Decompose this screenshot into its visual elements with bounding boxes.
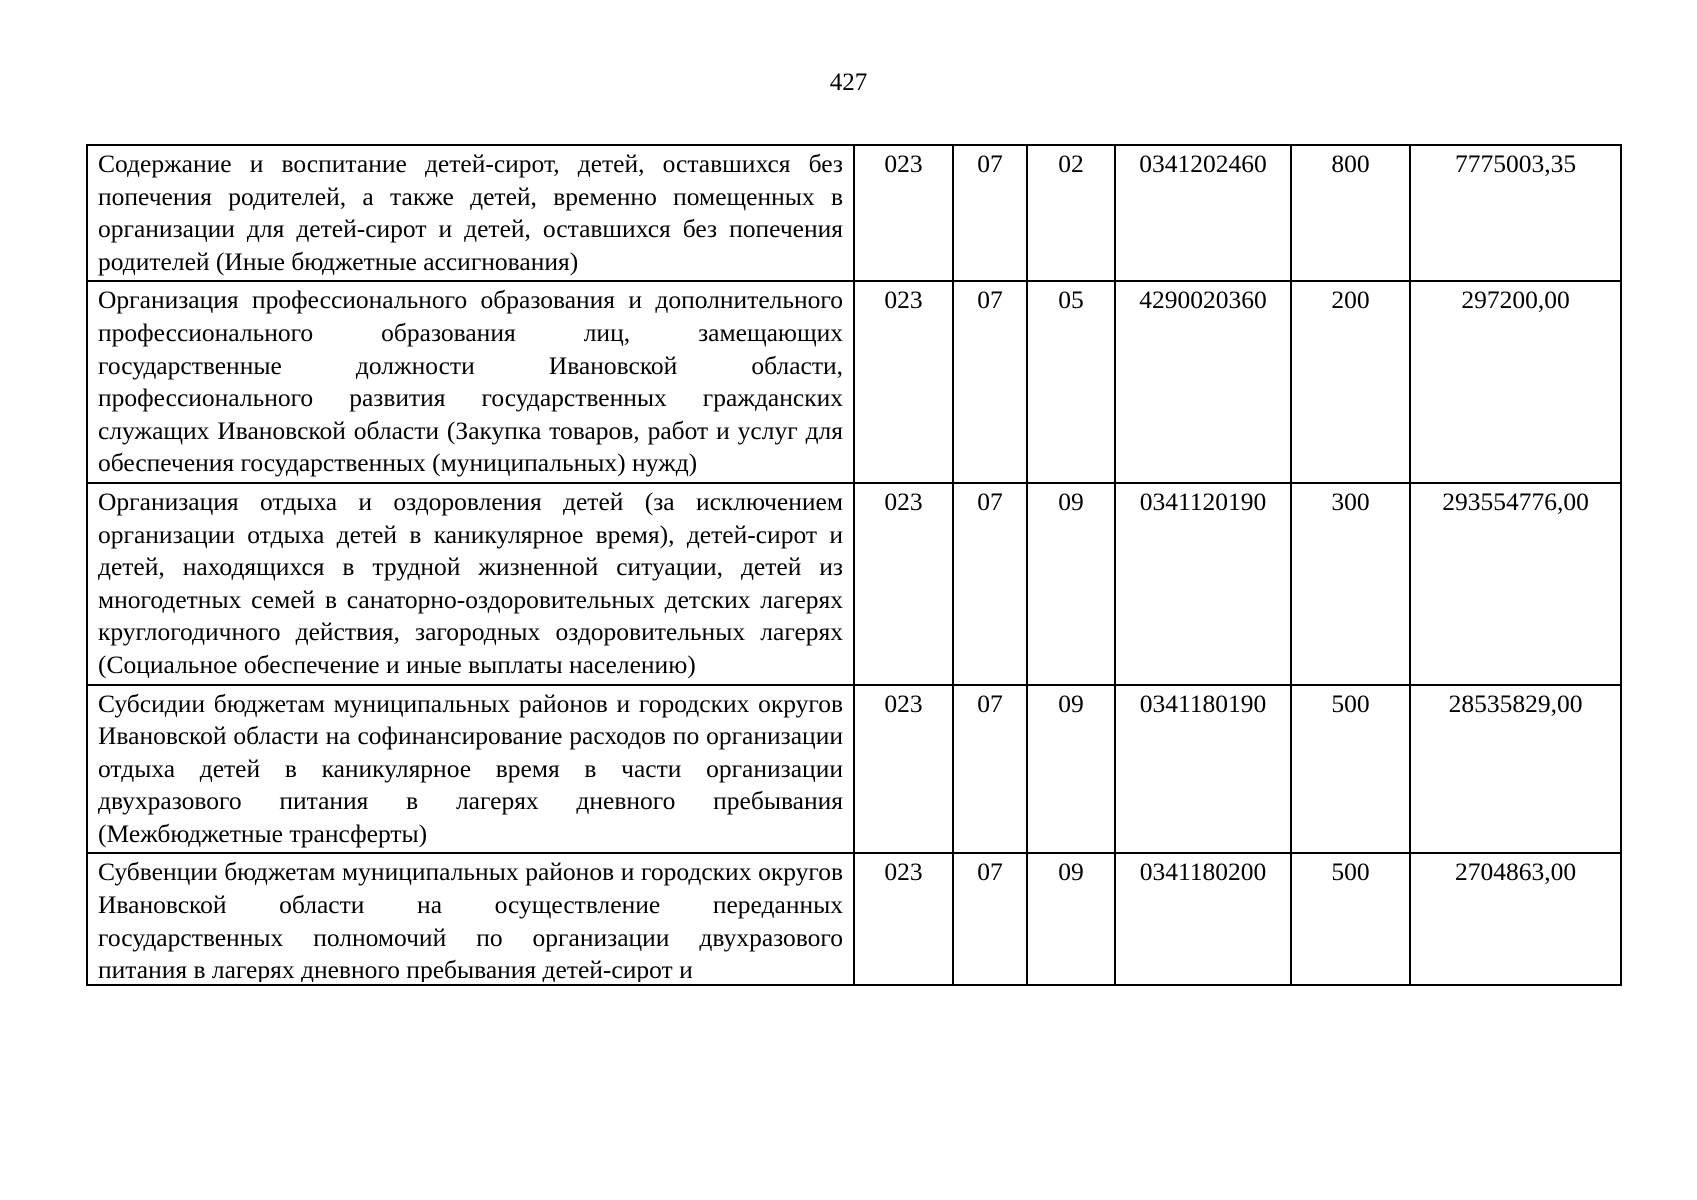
budget-allocation-table (86, 144, 1622, 986)
expense-description: Содержание и воспитание детей-сирот, детей, оставшихся без попечения родителей, а также детей, временно помещенных в организации для детей-сирот и детей, оставшихся без попечения родителей (Иные бюджетные ассигнования) (87, 145, 854, 281)
ministry-code: 023 (854, 853, 953, 985)
expense-type-code: 800 (1291, 145, 1410, 281)
amount: 7775003,35 (1410, 145, 1621, 281)
section-code: 07 (953, 853, 1027, 985)
subsection-code: 09 (1027, 483, 1115, 685)
expense-type-code: 200 (1291, 281, 1410, 483)
target-article-code: 0341180190 (1115, 685, 1291, 854)
target-article-code: 0341202460 (1115, 145, 1291, 281)
ministry-code: 023 (854, 145, 953, 281)
expense-type-code: 500 (1291, 685, 1410, 854)
amount: 293554776,00 (1410, 483, 1621, 685)
amount: 2704863,00 (1410, 853, 1621, 985)
table-row (87, 685, 1621, 854)
expense-type-code: 500 (1291, 853, 1410, 985)
subsection-code: 09 (1027, 853, 1115, 985)
section-code: 07 (953, 281, 1027, 483)
target-article-code: 4290020360 (1115, 281, 1291, 483)
expense-description: Субвенции бюджетам муниципальных районов и городских округов Ивановской области на осуществление переданных государственных полномочий по организации двухразового питания в лагерях дневного пребывания детей-сирот и (98, 857, 843, 983)
target-article-code: 0341120190 (1115, 483, 1291, 685)
subsection-code: 05 (1027, 281, 1115, 483)
expense-type-code: 300 (1291, 483, 1410, 685)
subsection-code: 02 (1027, 145, 1115, 281)
expense-description: Субсидии бюджетам муниципальных районов и городских округов Ивановской области на софинансирование расходов по организации отдыха детей в каникулярное время в части организации двухразового питания в лагерях дневного пребывания (Межбюджетные трансферты) (87, 685, 854, 854)
page-number: 427 (829, 69, 868, 96)
expense-description-cell (87, 853, 854, 985)
ministry-code: 023 (854, 483, 953, 685)
table-row (87, 853, 1621, 985)
section-code: 07 (953, 483, 1027, 685)
amount: 28535829,00 (1410, 685, 1621, 854)
amount: 297200,00 (1410, 281, 1621, 483)
ministry-code: 023 (854, 281, 953, 483)
table-row (87, 483, 1621, 685)
section-code: 07 (953, 145, 1027, 281)
table-row (87, 281, 1621, 483)
table-row (87, 145, 1621, 281)
target-article-code: 0341180200 (1115, 853, 1291, 985)
expense-description: Организация отдыха и оздоровления детей (за исключением организации отдыха детей в каникулярное время), детей-сирот и детей, находящихся в трудной жизненной ситуации, детей из многодетных семей в санаторно-оздоровительных детских лагерях круглогодичного действия, загородных оздоровительных лагерях (Социальное обеспечение и иные выплаты населению) (87, 483, 854, 685)
expense-description: Организация профессионального образования и дополнительного профессионального образования лиц, замещающих государственные должности Ивановской области, профессионального развития государственных гражданских служащих Ивановской области (Закупка товаров, работ и услуг для обеспечения государственных (муниципальных) нужд) (87, 281, 854, 483)
subsection-code: 09 (1027, 685, 1115, 854)
section-code: 07 (953, 685, 1027, 854)
ministry-code: 023 (854, 685, 953, 854)
